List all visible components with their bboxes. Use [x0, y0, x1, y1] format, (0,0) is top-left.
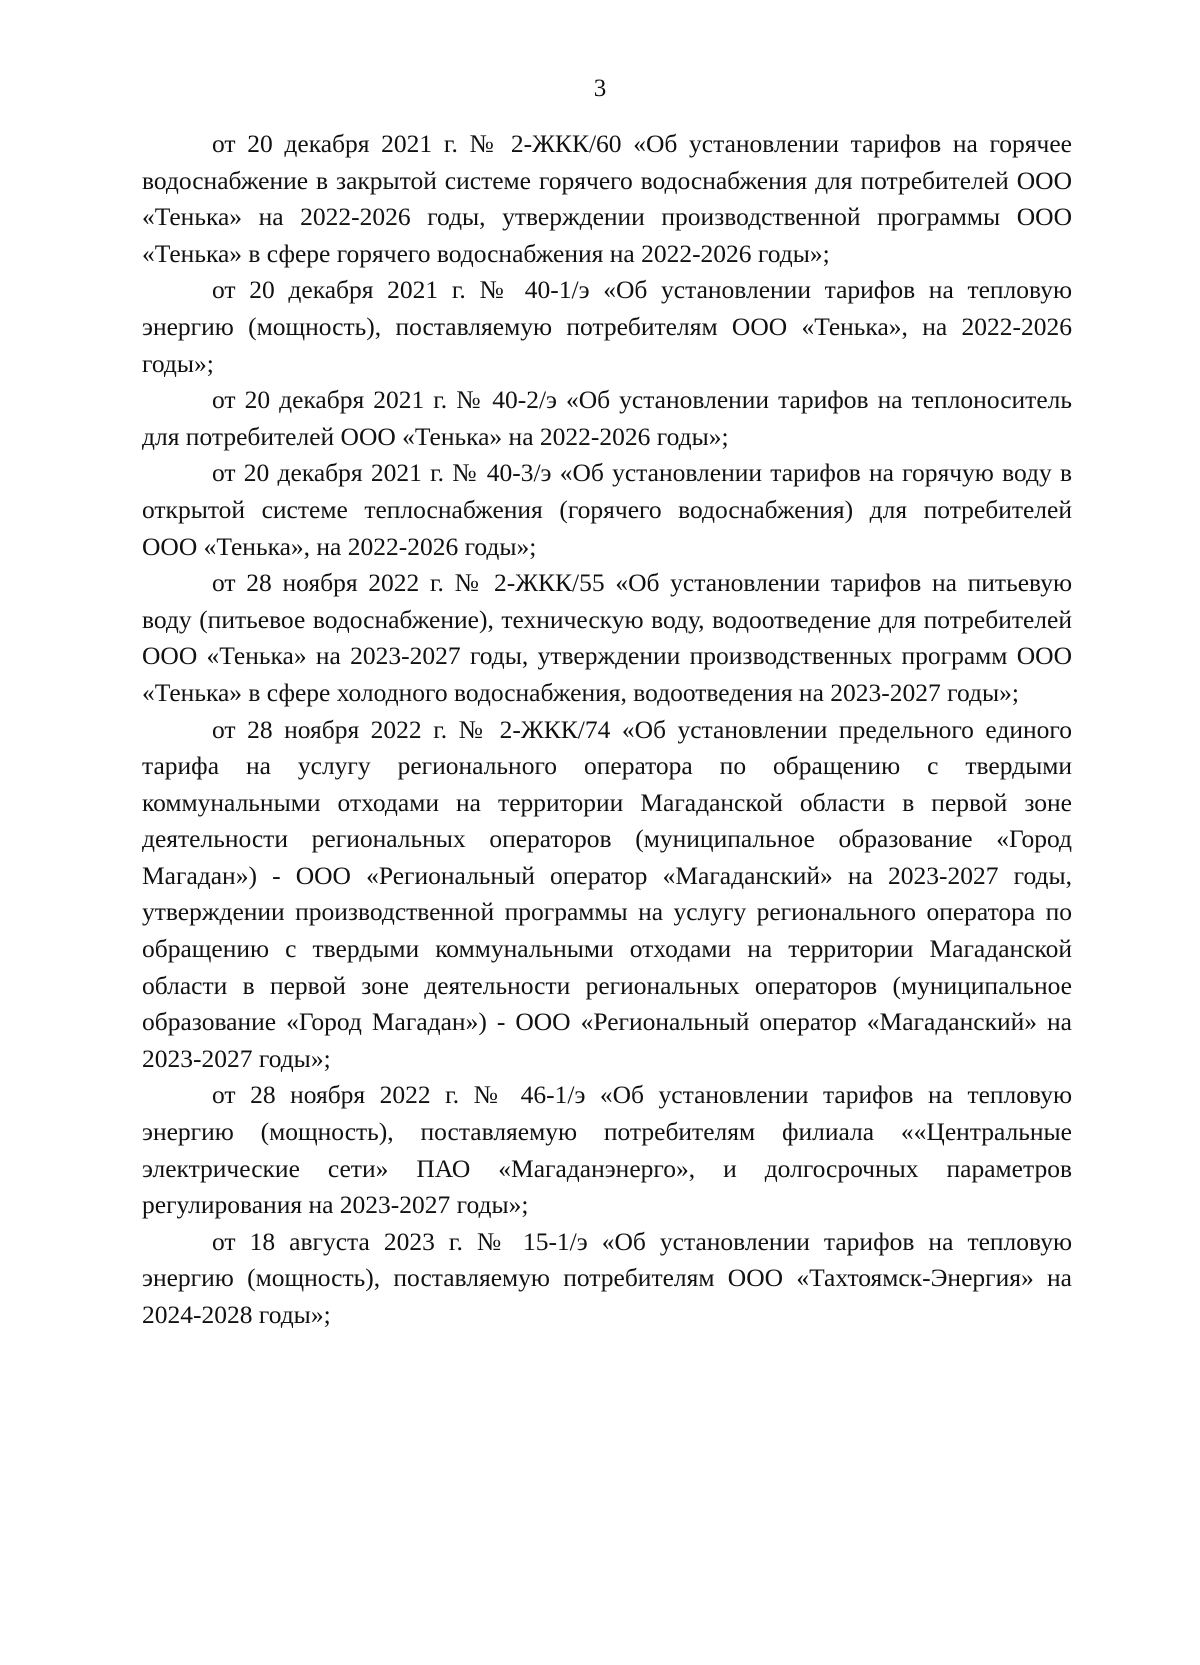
- paragraph-resolution-15-1-e: от 18 августа 2023 г. № 15-1/э «Об установлении тарифов на тепловую энергию (мощность), поставляемую потребителям ООО «Тахтоямск-Энергия» на 2024-2028 годы»;: [142, 1226, 1072, 1329]
- paragraph-resolution-2-zhkk-60: от 20 декабря 2021 г. № 2-ЖКК/60 «Об установлении тарифов на горячее водоснабжение в закрытой системе горячего водоснабжения для потребителей ООО «Тенька» на 2022-2026 годы, утверждении производственной программы ООО «Тенька» в сфере горячего водоснабжения на 2022-2026 годы»;: [142, 129, 1072, 268]
- paragraph-resolution-2-zhkk-74: от 28 ноября 2022 г. № 2-ЖКК/74 «Об установлении предельного единого тарифа на услугу регионального оператора по обращению с твердыми коммунальными отходами на территории Магаданской области в первой зоне деятельности региональных операторов (муниципальное образование «Город Магадан») - ООО «Региональный оператор «Магаданский» на 2023-2027 годы, утверждении производственной программы на услугу регионального оператора по обращению с твердыми коммунальными отходами на территории Магаданской области в первой зоне деятельности региональных операторов (муниципальное образование «Город Магадан») - ООО «Региональный оператор «Магаданский» на 2023-2027 годы»;: [142, 714, 1072, 1073]
- page-number: 3: [593, 75, 607, 102]
- paragraph-resolution-2-zhkk-55: от 28 ноября 2022 г. № 2-ЖКК/55 «Об установлении тарифов на питьевую воду (питьевое водоснабжение), техническую воду, водоотведение для потребителей ООО «Тенька» на 2023-2027 годы, утверждении производственных программ ООО «Тенька» в сфере холодного водоснабжения, водоотведения на 2023-2027 годы»;: [142, 568, 1072, 707]
- paragraph-resolution-46-1-e: от 28 ноября 2022 г. № 46-1/э «Об установлении тарифов на тепловую энергию (мощность), поставляемую потребителям филиала ««Центральные электрические сети» ПАО «Магаданэнерго», и долгосрочных параметров регулирования на 2023-2027 годы»;: [142, 1080, 1072, 1220]
- paragraph-resolution-40-2-e: от 20 декабря 2021 г. № 40-2/э «Об установлении тарифов на теплоноситель для потребителей ООО «Тенька» на 2022-2026 годы»;: [142, 385, 1072, 451]
- document-body: [142, 126, 1072, 1334]
- paragraph-resolution-40-1-e: от 20 декабря 2021 г. № 40-1/э «Об установлении тарифов на тепловую энергию (мощность), поставляемую потребителям ООО «Тенька», на 2022-2026 годы»;: [142, 275, 1072, 378]
- paragraph-resolution-40-3-e: от 20 декабря 2021 г. № 40-3/э «Об установлении тарифов на горячую воду в открытой системе теплоснабжения (горячего водоснабжения) для потребителей ООО «Тенька», на 2022-2026 годы»;: [142, 458, 1072, 561]
